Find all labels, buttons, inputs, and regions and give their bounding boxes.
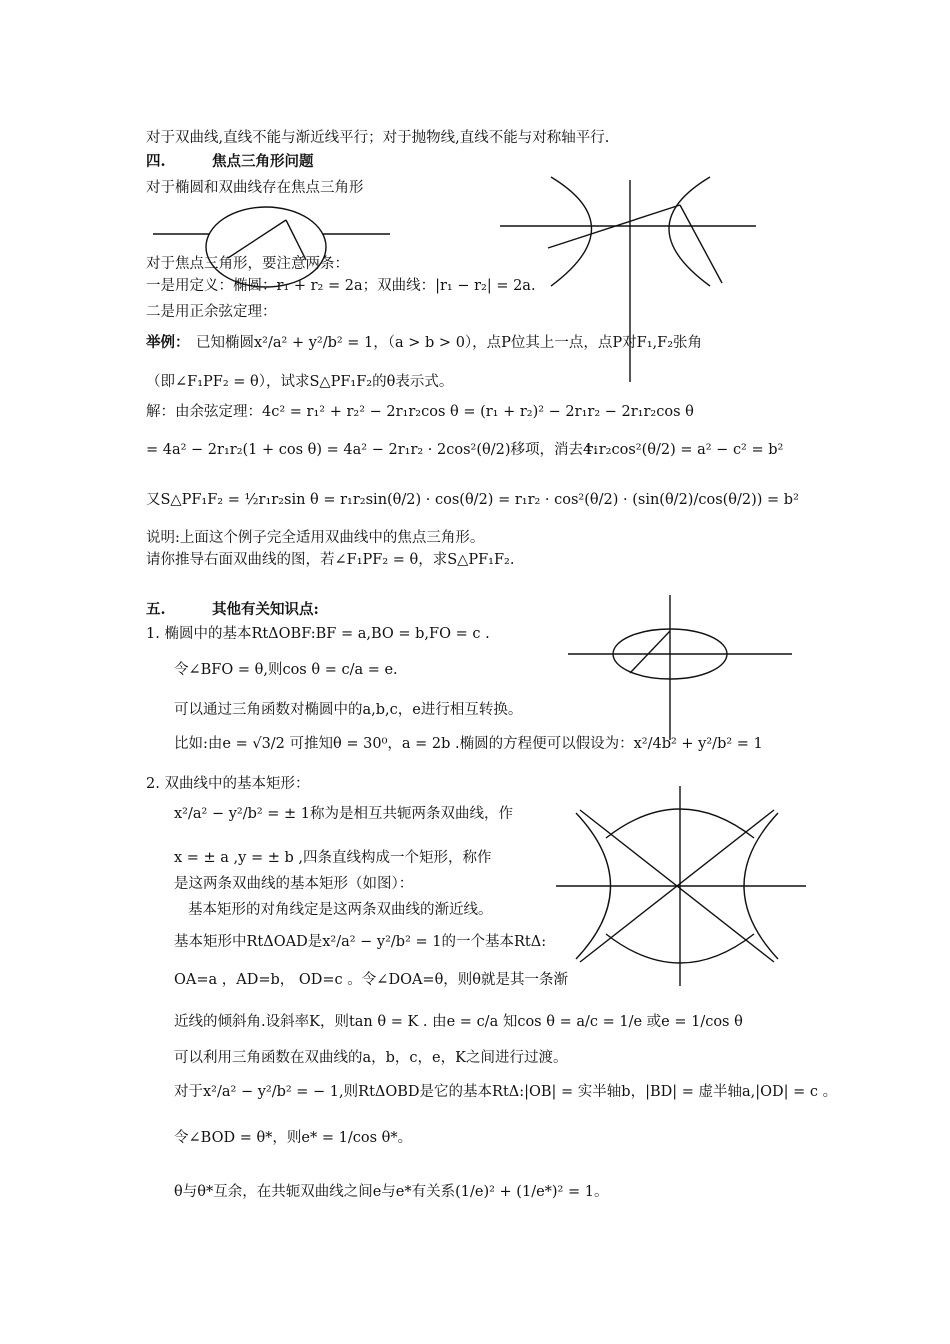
item-1-example: 比如:由e = √3/2 可推知θ = 30⁰，a = 2b .椭圆的方程便可以假设为：x²/4b² + y²/b² = 1 — [174, 736, 763, 752]
item-2-rectangle-def: 是这两条双曲线的基本矩形（如图）： — [174, 876, 414, 892]
solution-line-2b: r₁r₂cos²(θ/2) = a² − c² = b² — [586, 442, 784, 458]
item-2-transition: 可以利用三角函数在双曲线的a，b，c，e，K之间进行过渡。 — [174, 1050, 568, 1066]
line-definition: 一是用定义：椭圆：r₁ + r₂ = 2a；双曲线：|r₁ − r₂| = 2a. — [146, 278, 536, 294]
line-hyperbola-parabola-rule: 对于双曲线,直线不能与渐近线平行；对于抛物线,直线不能与对称轴平行. — [146, 130, 610, 146]
line-focal-triangle-notes: 对于焦点三角形，要注意两条： — [146, 256, 349, 272]
item-2-conjugate-angle: 令∠BOD = θ*，则e* = 1/cos θ*。 — [174, 1130, 413, 1146]
item-1-conversion: 可以通过三角函数对椭圆中的a,b,c，e进行相互转换。 — [174, 702, 523, 718]
solution-line-2a: = 4a² − 2r₁r₂(1 + cos θ) = 4a² − 2r₁r₂ · 2cos²(θ/2)移项，消去4： — [146, 442, 607, 458]
item-2-complementary: θ与θ*互余，在共轭双曲线之间e与e*有关系(1/e)² + (1/e*)² = 1。 — [174, 1184, 609, 1200]
solution-line-1: 解：由余弦定理：4c² = r₁² + r₂² − 2r₁r₂cos θ = (r₁ + r₂)² − 2r₁r₂ − 2r₁r₂cos θ — [146, 404, 694, 420]
item-2-lines: x = ± a ,y = ± b ,四条直线构成一个矩形，称作 — [174, 850, 492, 866]
line-focal-triangle-intro: 对于椭圆和双曲线存在焦点三角形 — [146, 180, 364, 196]
section-4-title: 焦点三角形问题 — [212, 153, 314, 170]
conjugate-hyperbola-figure — [556, 786, 806, 986]
example-statement: 已知椭圆x²/a² + y²/b² = 1，（a > b > 0），点P位其上一点，点P对F₁,F₂张角 — [196, 335, 703, 351]
item-2-basic-rectangle: 2. 双曲线中的基本矩形： — [146, 776, 310, 792]
example-question: （即∠F₁PF₂ = θ），试求S△PF₁F₂的θ表示式。 — [146, 374, 454, 390]
item-2-conjugate-triangle: 对于x²/a² − y²/b² = − 1,则RtΔOBD是它的基本RtΔ:|OB| = 实半轴b，|BD| = 虚半轴a,|OD| = c 。 — [174, 1084, 838, 1100]
line-law-of-sines-cosines: 二是用正余弦定理： — [146, 304, 277, 320]
remark-line: 说明:上面这个例子完全适用双曲线中的焦点三角形。 — [146, 530, 485, 546]
item-2-conjugate: x²/a² − y²/b² = ± 1称为是相互共轭两条双曲线，作 — [174, 806, 514, 822]
item-2-slope: 近线的倾斜角.设斜率K，则tan θ = K . 由e = c/a 知cos θ = a/c = 1/e 或e = 1/cos θ — [174, 1014, 743, 1030]
section-5-title: 其他有关知识点: — [212, 601, 319, 618]
ellipse-axes-figure — [568, 595, 792, 740]
item-2-oa-ad-od: OA=a ，AD=b， OD=c 。令∠DOA=θ，则θ就是其一条渐 — [174, 972, 569, 988]
ellipse-focal-figure — [153, 207, 390, 287]
example-label: 举例： — [146, 334, 190, 351]
section-5-number: 五. — [146, 601, 166, 618]
item-1-angle: 令∠BFO = θ,则cos θ = c/a = e. — [174, 662, 398, 678]
exercise-line: 请你推导右面双曲线的图，若∠F₁PF₂ = θ，求S△PF₁F₂. — [146, 552, 515, 568]
item-2-basic-rt-triangle: 基本矩形中RtΔOAD是x²/a² − y²/b² = 1的一个基本RtΔ: — [174, 934, 547, 950]
item-1-ellipse-basic: 1. 椭圆中的基本RtΔOBF:BF = a,BO = b,FO = c . — [146, 626, 490, 642]
item-2-diagonals: 基本矩形的对角线定是这两条双曲线的渐近线。 — [188, 902, 493, 918]
section-4-number: 四. — [146, 153, 166, 170]
solution-line-3: 又S△PF₁F₂ = ½r₁r₂sin θ = r₁r₂sin(θ/2) · cos(θ/2) = r₁r₂ · cos²(θ/2) · (sin(θ/2)/cos(θ/2)) = b² — [146, 492, 799, 508]
